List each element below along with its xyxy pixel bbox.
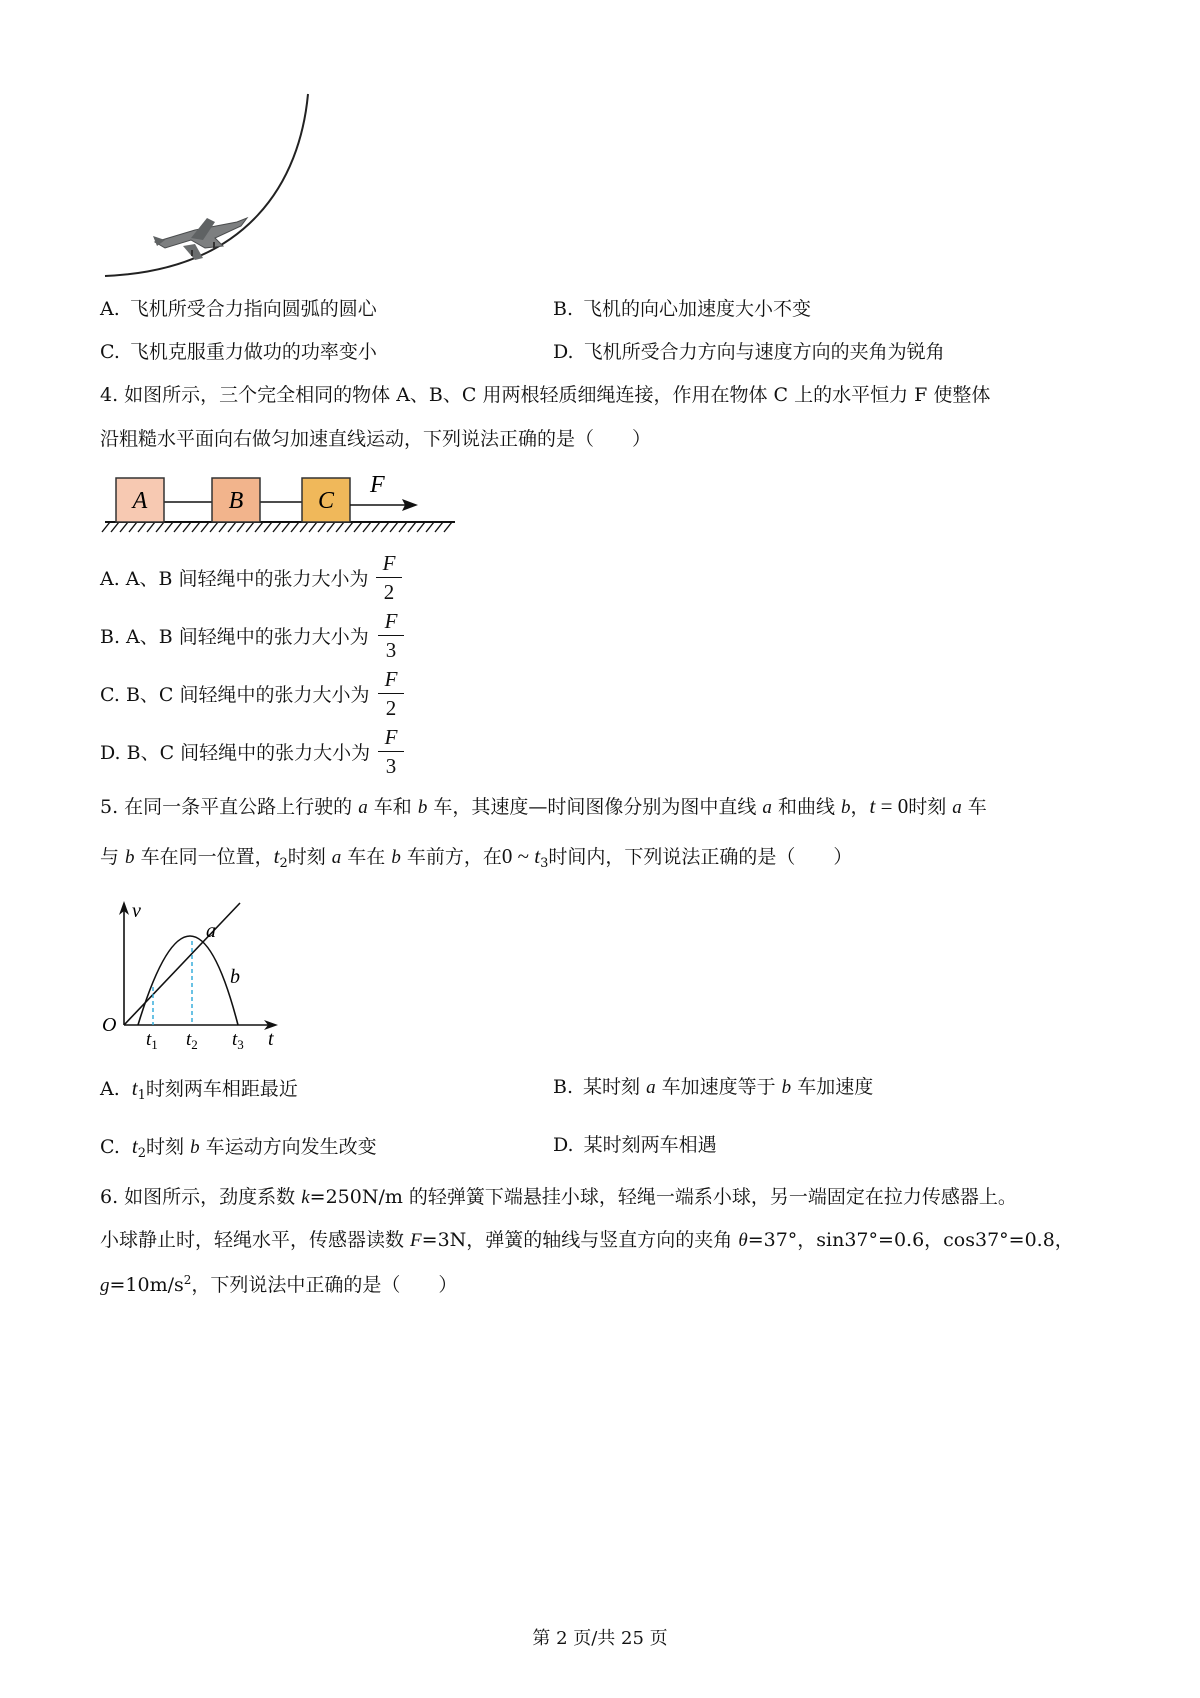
q4-option-b: B. A、B 间轻绳中的张力大小为	[100, 626, 369, 648]
hatch-line	[309, 522, 317, 532]
q5-stem-line2: 与 b 车在同一位置，$t_2$时刻 a 车在 b 车前方，在0 ~ $t_3$时间内，下列说法正确的是（ ）	[100, 844, 853, 871]
hatch-line	[381, 522, 389, 532]
hatch-line	[354, 522, 362, 532]
q5-option-b: B. 某时刻 a 车加速度等于 b 车加速度	[553, 1076, 874, 1098]
t2-label: $t_2$	[186, 1029, 198, 1052]
hatch-line	[264, 522, 272, 532]
q6-stem-line3: $g=10m/s^2$，下列说法中正确的是（ ）	[100, 1273, 458, 1296]
hatch-line	[300, 522, 308, 532]
hatch-line	[282, 522, 290, 532]
hatch-line	[147, 522, 155, 532]
q4-option-d: D. B、C 间轻绳中的张力大小为	[100, 742, 371, 764]
q3-option-c: C. 飞机克服重力做功的功率变小	[100, 341, 377, 363]
line-a-label: a	[206, 920, 216, 942]
line-a	[124, 903, 240, 1025]
t-label: t	[268, 1028, 274, 1050]
hatch-line	[408, 522, 416, 532]
q4-option-b-fraction: F 3	[378, 611, 404, 661]
circular-arc-path	[105, 94, 308, 276]
hatch-line	[318, 522, 326, 532]
hatch-line	[102, 522, 110, 532]
hatch-line	[156, 522, 164, 532]
q3-option-b: B. 飞机的向心加速度大小不变	[553, 298, 812, 320]
page-footer: 第 2 页/共 25 页	[532, 1628, 668, 1649]
q4-stem-line1: 4. 如图所示，三个完全相同的物体 A、B、C 用两根轻质细绳连接，作用在物体 C 上的水平恒力 F 使整体	[100, 384, 991, 406]
hatch-line	[201, 522, 209, 532]
q3-option-d: D. 飞机所受合力方向与速度方向的夹角为锐角	[553, 341, 945, 363]
hatch-line	[273, 522, 281, 532]
q4-option-a: A. A、B 间轻绳中的张力大小为	[100, 568, 369, 590]
hatch-line	[255, 522, 263, 532]
q6-stem-line2: 小球静止时，轻绳水平，传感器读数 F=3N，弹簧的轴线与竖直方向的夹角 θ=37°，sin37°=0.6，cos37°=0.8，	[100, 1229, 1074, 1251]
q4-option-c-fraction: F 2	[378, 669, 404, 719]
v-label: v	[132, 900, 141, 922]
hatch-line	[345, 522, 353, 532]
q4-option-c: C. B、C 间轻绳中的张力大小为	[100, 684, 370, 706]
hatch-line	[219, 522, 227, 532]
q4-option-d-fraction: F 3	[378, 727, 404, 777]
blocks-figure	[100, 470, 460, 550]
hatch-line	[174, 522, 182, 532]
q6-stem-line1: 6. 如图所示，劲度系数 k=250N/m 的轻弹簧下端悬挂小球，轻绳一端系小球，另一端固定在拉力传感器上。	[100, 1186, 1017, 1208]
hatch-line	[435, 522, 443, 532]
hatch-line	[372, 522, 380, 532]
force-label: F	[370, 472, 385, 498]
q5-option-a: A. $t_1$时刻两车相距最近	[100, 1076, 298, 1103]
q3-option-a: A. 飞机所受合力指向圆弧的圆心	[100, 298, 377, 320]
q5-stem-line1: 5. 在同一条平直公路上行驶的 a 车和 b 车，其速度—时间图像分别为图中直线 a 和曲线 b，t = 0时刻 a 车	[100, 794, 987, 818]
hatch-line	[228, 522, 236, 532]
hatch-line	[291, 522, 299, 532]
hatch-line	[390, 522, 398, 532]
t1-label: $t_1$	[146, 1029, 158, 1052]
hatch-line	[165, 522, 173, 532]
hatch-line	[246, 522, 254, 532]
block-c-label: C	[317, 488, 335, 514]
block-a-label: A	[132, 488, 148, 514]
ground-hatching	[102, 522, 452, 532]
hatch-line	[444, 522, 452, 532]
hatch-line	[192, 522, 200, 532]
hatch-line	[120, 522, 128, 532]
hatch-line	[399, 522, 407, 532]
hatch-line	[111, 522, 119, 532]
hatch-line	[183, 522, 191, 532]
q5-option-d: D. 某时刻两车相遇	[553, 1134, 717, 1156]
q4-option-a-fraction: F 2	[376, 553, 402, 603]
jet-icon	[153, 218, 247, 260]
vt-graph	[98, 893, 298, 1058]
origin-label: O	[102, 1014, 117, 1036]
jet-arc-figure	[95, 90, 335, 285]
block-b-label: B	[228, 488, 244, 514]
q5-option-c: C. $t_2$时刻 b 车运动方向发生改变	[100, 1134, 377, 1161]
hatch-line	[426, 522, 434, 532]
hatch-line	[237, 522, 245, 532]
hatch-line	[336, 522, 344, 532]
curve-b-label: b	[230, 966, 240, 988]
hatch-line	[138, 522, 146, 532]
hatch-line	[129, 522, 137, 532]
t3-label: $t_3$	[232, 1029, 244, 1052]
q4-stem-line2: 沿粗糙水平面向右做匀加速直线运动，下列说法正确的是（ ）	[100, 428, 652, 450]
hatch-line	[363, 522, 371, 532]
hatch-line	[327, 522, 335, 532]
hatch-line	[417, 522, 425, 532]
hatch-line	[210, 522, 218, 532]
